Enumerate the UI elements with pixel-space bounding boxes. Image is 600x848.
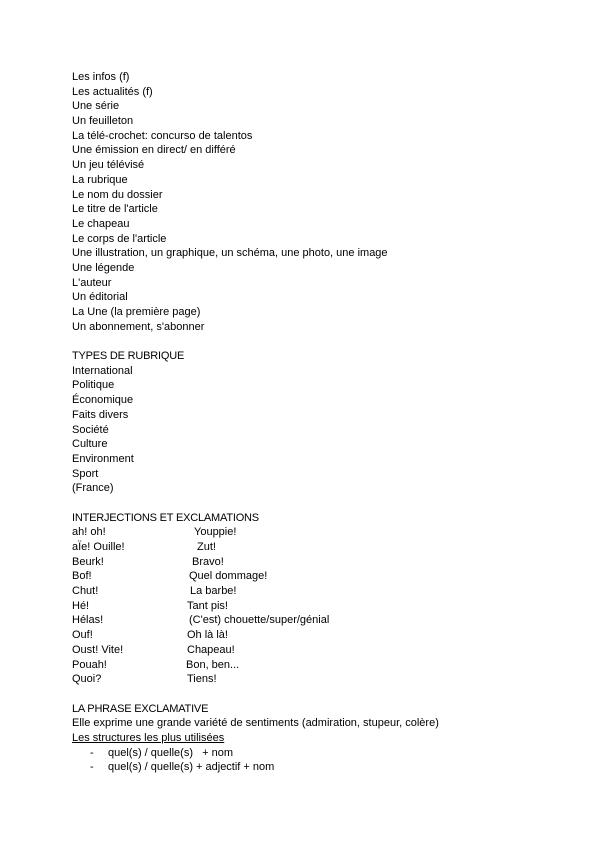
interjection-row (72, 628, 542, 643)
interjection-left: Ouf! (72, 629, 93, 642)
vocab-item: L'auteur (72, 276, 112, 289)
vocab-item: Un abonnement, s'abonner (72, 320, 205, 333)
rubrique-item: Environment (72, 452, 134, 465)
interjection-left: ah! oh! (72, 526, 106, 539)
interjection-row (72, 613, 542, 628)
interjection-left: Quoi? (72, 673, 102, 686)
exclamative-heading: LA PHRASE EXCLAMATIVE (72, 702, 209, 715)
vocab-item: Une légende (72, 261, 135, 274)
interjection-row (72, 584, 542, 599)
bullet-dash: - (90, 746, 94, 759)
interjection-row (72, 599, 542, 614)
vocab-item: Le nom du dossier (72, 188, 163, 201)
vocab-item: Un éditorial (72, 291, 128, 304)
vocab-item: Une illustration, un graphique, un schéma, une photo, une image (72, 247, 388, 260)
interjections-heading: INTERJECTIONS ET EXCLAMATIONS (72, 511, 259, 524)
spacer (72, 687, 542, 702)
interjection-right: Chapeau! (187, 643, 235, 656)
vocab-item: Les infos (f) (72, 71, 130, 83)
interjection-left: Oust! Vite! (72, 643, 124, 656)
interjection-left: Hé! (72, 599, 90, 612)
interjection-right: La barbe! (190, 585, 237, 598)
rubrique-item: International (72, 364, 133, 377)
interjection-row (72, 658, 542, 673)
rubrique-item: Culture (72, 438, 108, 451)
interjection-left: Chut! (72, 585, 99, 598)
structures-subheading: Les structures les plus utilisées (72, 731, 225, 744)
interjection-left: Bof! (72, 570, 92, 583)
interjection-right: Bon, ben... (186, 658, 240, 671)
exclamative-description: Elle exprime une grande variété de sentiments (admiration, stupeur, colère) (72, 717, 439, 730)
interjection-row (72, 540, 542, 555)
vocab-item: Le chapeau (72, 217, 130, 230)
spacer (72, 496, 542, 511)
vocab-item: Le titre de l'article (72, 203, 158, 216)
structure-item (72, 760, 542, 775)
interjection-left: Pouah! (72, 658, 107, 671)
structure-item (72, 746, 542, 761)
interjection-right: Tant pis! (187, 599, 228, 612)
vocab-item: La rubrique (72, 173, 128, 186)
rubrique-item: Société (72, 423, 109, 436)
interjection-right: Youppie! (194, 526, 237, 539)
vocab-item: Le corps de l'article (72, 232, 167, 245)
interjection-left: Beurk! (72, 555, 104, 568)
vocab-item: Un jeu télévisé (72, 159, 145, 172)
vocab-item: La Une (la première page) (72, 306, 201, 318)
interjection-right: (C'est) chouette/super/génial (189, 614, 330, 627)
vocab-item: Les actualités (f) (72, 85, 153, 98)
interjection-right: Zut! (197, 541, 216, 553)
interjection-row (72, 525, 542, 540)
interjection-right: Tiens! (187, 673, 217, 686)
vocab-item: Un feuilleton (72, 115, 134, 128)
vocab-item: La télé-crochet: concurso de talentos (72, 129, 253, 142)
rubrique-item: Sport (72, 467, 99, 480)
document-page (72, 70, 542, 775)
rubrique-list (72, 364, 542, 496)
interjection-right: Bravo! (192, 555, 224, 568)
rubrique-heading: TYPES DE RUBRIQUE (72, 350, 185, 363)
interjection-left: Hélas! (72, 614, 104, 627)
vocab-item: Une série (72, 100, 120, 113)
interjection-right: Oh là là! (187, 629, 228, 642)
interjection-list (72, 525, 542, 687)
interjection-right: Quel dommage! (189, 570, 268, 583)
bullet-dash: - (90, 761, 94, 774)
rubrique-item: (France) (72, 482, 114, 495)
interjection-row (72, 672, 542, 687)
interjection-row (72, 555, 542, 570)
rubrique-item: Économique (72, 394, 134, 407)
interjection-row (72, 643, 542, 658)
rubrique-item: Faits divers (72, 408, 129, 421)
structure-list (72, 746, 542, 775)
vocab-item: Une émission en direct/ en différé (72, 144, 236, 157)
structure-text: quel(s) / quelle(s) + adjectif + nom (108, 761, 275, 774)
vocabulary-list (72, 70, 542, 334)
interjection-left: aÏe! Ouille! (72, 541, 125, 553)
interjection-row (72, 569, 542, 584)
structure-text: quel(s) / quelle(s) + nom (108, 746, 234, 759)
spacer (72, 334, 542, 349)
rubrique-item: Politique (72, 379, 115, 392)
